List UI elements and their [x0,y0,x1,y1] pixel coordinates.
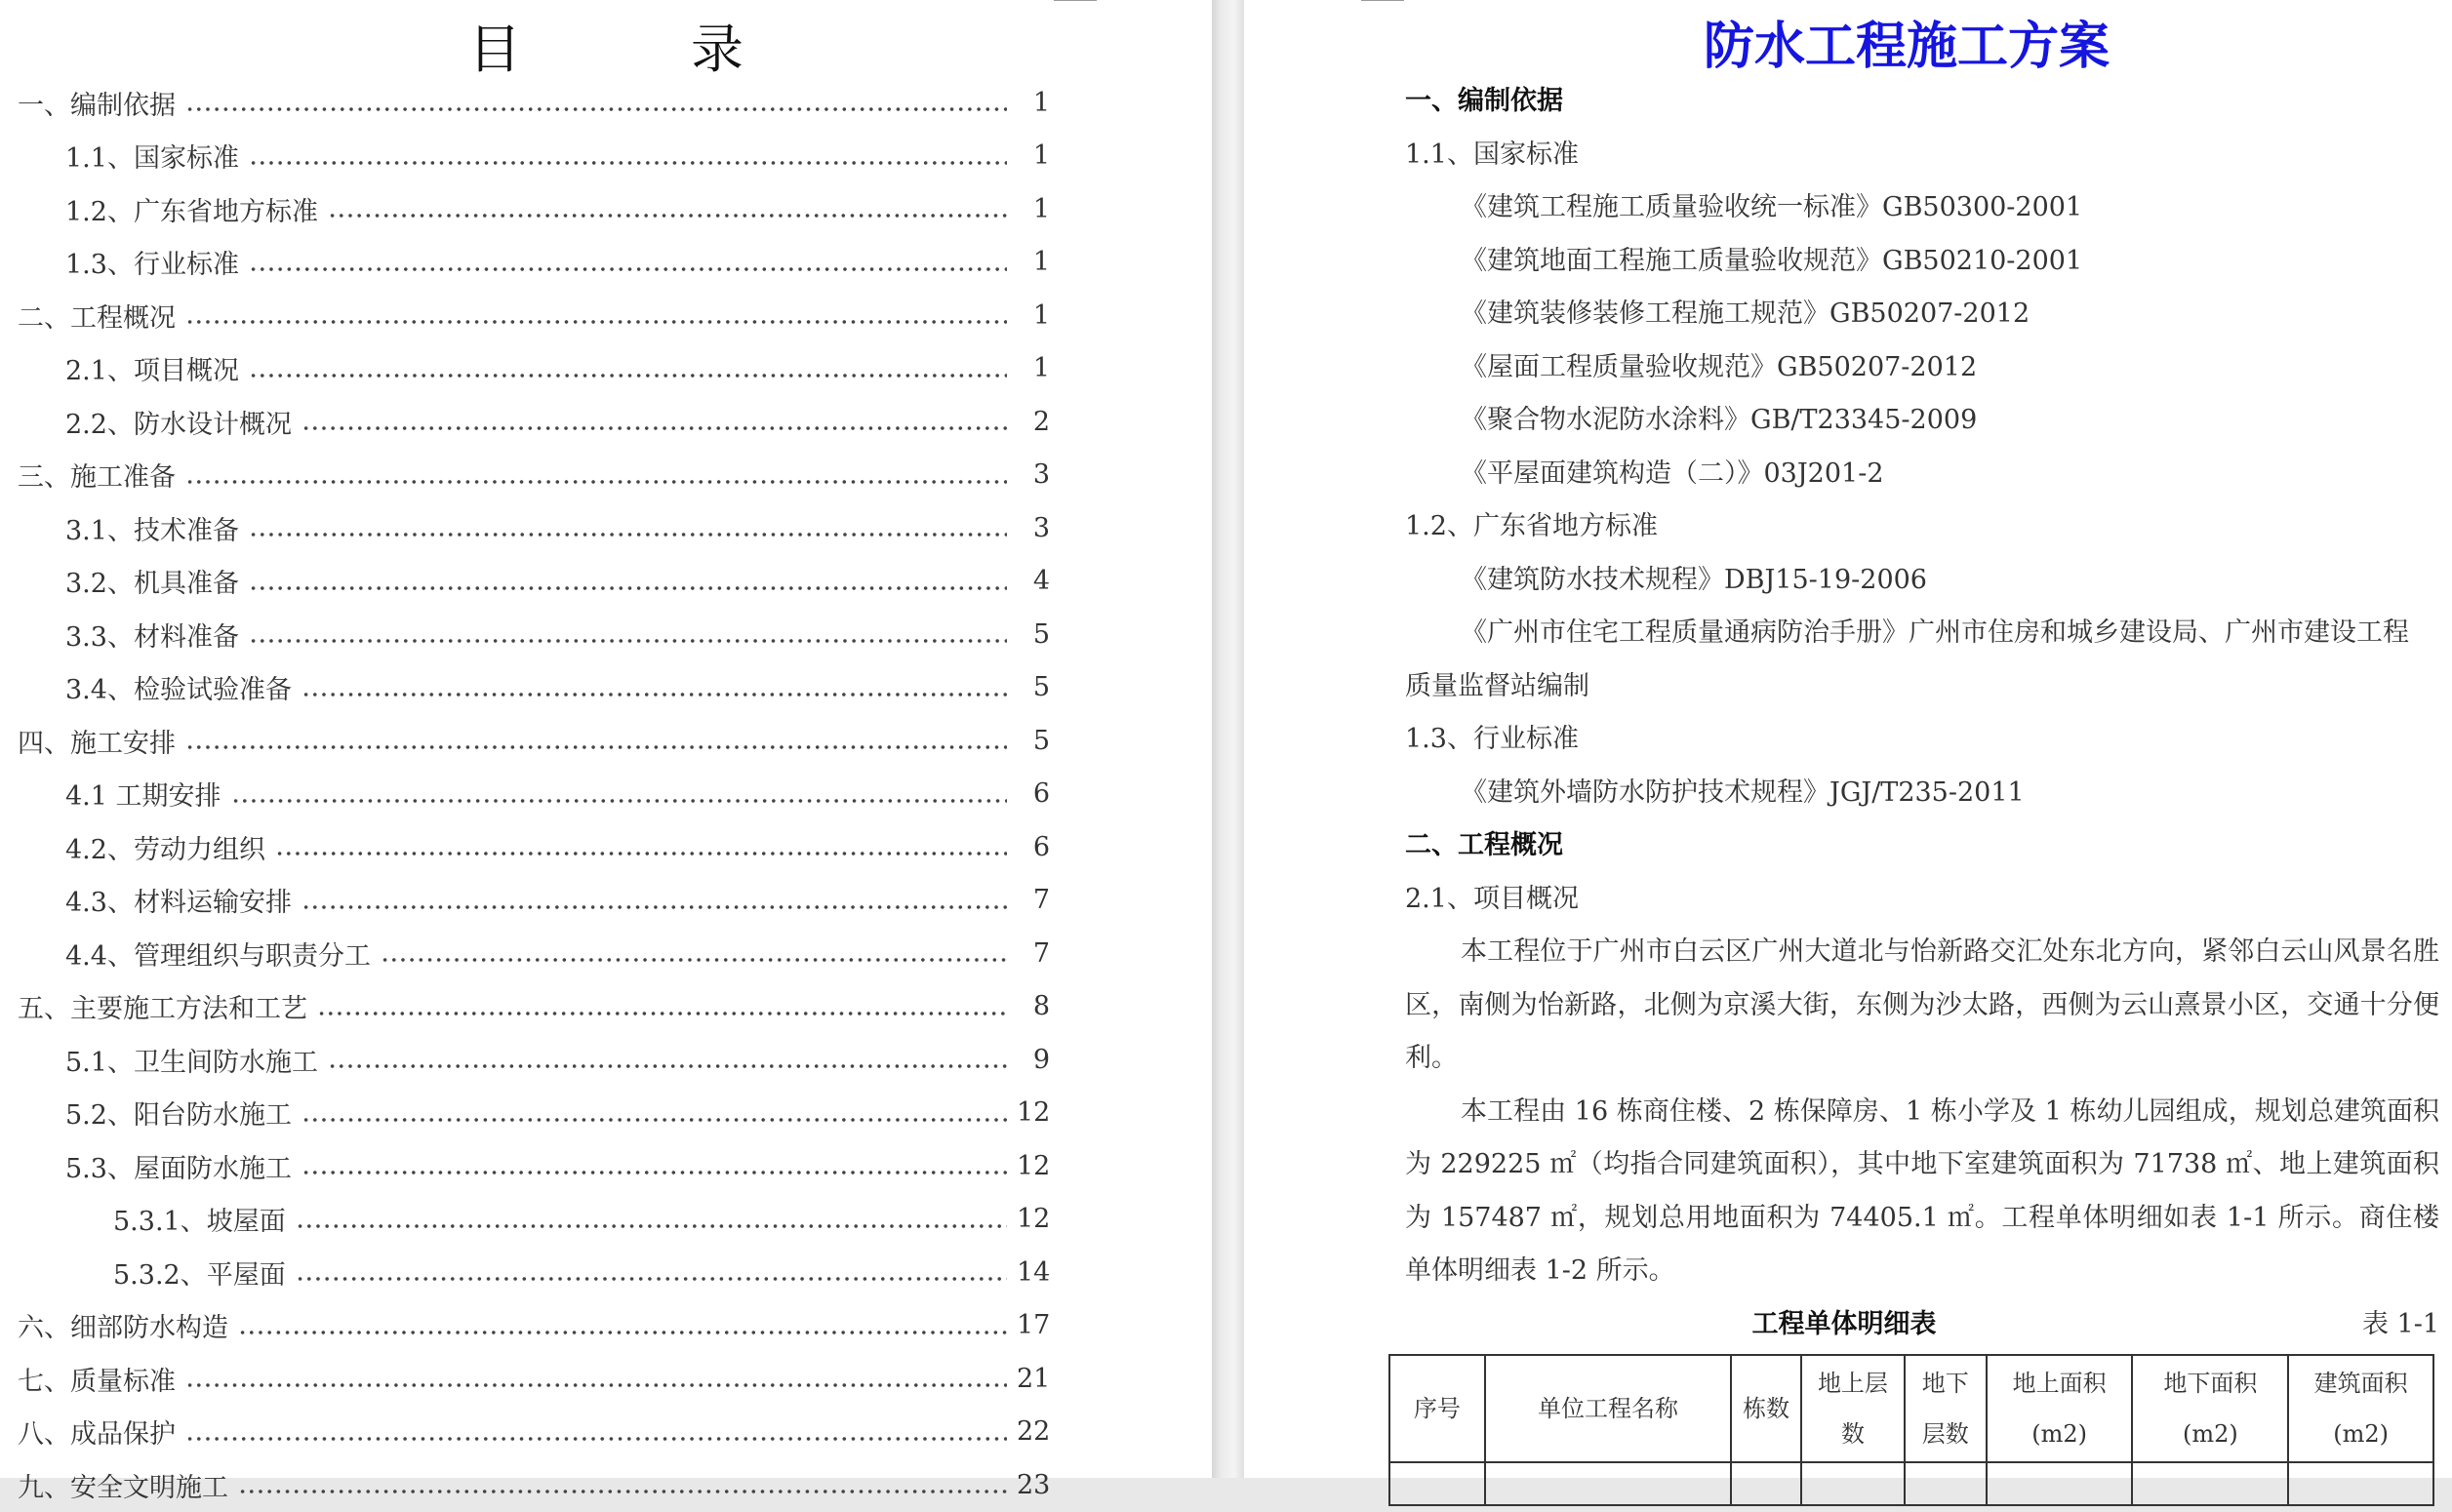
table-number: 表 1-1 [2361,1308,2439,1339]
paragraph-scale: 本工程由 16 栋商住楼、2 栋保障房、1 栋小学及 1 栋幼儿园组成，规划总建筑面积为 229225 ㎡（均指合同建筑面积），其中地下室建筑面积为 71738 ㎡、地上建筑面积为 157487 ㎡，规划总用地面积为 74405.1 ㎡。工程单体明细如表 1-1 所示。商住楼单体明细表 1-2 所示。 [1405,1095,2439,1286]
toc-entry[interactable] [0,980,1212,1034]
toc-entry[interactable] [0,1033,1212,1087]
toc-title: 目 录 [468,19,802,80]
toc-entry-page: 6 [1032,778,1050,810]
toc-dot-leader [185,742,1007,752]
toc-entry[interactable] [0,608,1212,661]
table-cell [1987,1462,2133,1505]
toc-page [0,0,1212,1503]
toc-entry-page: 4 [1032,566,1050,597]
toc-entry[interactable] [0,76,1212,130]
toc-dot-leader [275,849,1007,858]
toc-dot-leader [317,1009,1007,1018]
table-header-cell: 栋数 [1731,1355,1801,1462]
toc-entry-page: 1 [1032,353,1050,384]
toc-entry-page: 9 [1032,1044,1050,1075]
paragraph-location: 本工程位于广州市白云区广州大道北与怡新路交汇处东北方向，紧邻白云山风景名胜区，南侧为怡新路，北侧为京溪大街，东侧为沙太路，西侧为云山熹景小区，交通十分便利。 [1405,936,2439,1073]
standard-item: 《建筑装修装修工程施工规范》GB50207-2012 [1461,298,2030,329]
toc-entry-page: 7 [1032,937,1050,969]
toc-dot-leader [296,1274,1007,1284]
toc-entry-page: 2 [1032,406,1050,437]
toc-entry-label: 1.3、行业标准 [65,250,239,281]
table-header-cell: 地上层数 [1801,1355,1905,1462]
toc-entry-page: 17 [1017,1310,1051,1341]
table-caption [1405,1298,2439,1352]
toc-dot-leader [301,1115,1007,1125]
toc-dot-leader [328,1061,1007,1071]
table-cell [1905,1462,1987,1505]
toc-entry[interactable] [0,342,1212,396]
toc-entry-page: 7 [1032,885,1050,916]
toc-entry[interactable] [0,1139,1212,1193]
toc-entry-page: 21 [1017,1363,1051,1394]
building-detail-table [1388,1354,2434,1506]
toc-dot-leader [301,423,1007,433]
toc-entry[interactable] [0,1193,1212,1247]
table-cell [2288,1462,2433,1505]
toc-entry[interactable] [0,130,1212,183]
toc-entry-label: 5.3、屋面防水施工 [65,1153,292,1184]
toc-entry-page: 5 [1032,672,1050,703]
toc-entry-label: 4.3、材料运输安排 [65,888,292,919]
toc-dot-leader [296,1221,1007,1231]
toc-entry-page: 22 [1017,1416,1051,1448]
toc-entry-label: 八、成品保护 [18,1419,176,1451]
toc-dot-leader [185,1434,1007,1444]
page-gutter [1212,0,1244,1478]
table-header-cell: 地上面积(m2) [1987,1355,2133,1462]
toc-entry-page: 6 [1032,831,1050,862]
table-cell [2132,1462,2288,1505]
toc-entry[interactable] [0,874,1212,928]
toc-entry[interactable] [0,714,1212,768]
toc-dot-leader [249,530,1007,539]
toc-entry[interactable] [0,1458,1212,1512]
toc-entry-label: 1.2、广东省地方标准 [65,196,318,227]
subheading-1-1: 1.1、国家标准 [1405,139,1579,170]
toc-dot-leader [301,1168,1007,1177]
toc-entry-page: 14 [1017,1256,1051,1288]
toc-entry-label: 5.1、卫生间防水施工 [65,1047,318,1078]
standard-item: 《聚合物水泥防水涂料》GB/T23345-2009 [1461,405,1978,435]
toc-entry-page: 1 [1032,87,1050,118]
toc-entry-page: 1 [1032,140,1050,172]
table-cell [1389,1462,1485,1505]
subheading-1-2: 1.2、广东省地方标准 [1405,511,1658,541]
toc-entry[interactable] [0,555,1212,609]
standard-item-continuation: 质量监督站编制 [1405,670,1589,701]
toc-entry-label: 2.1、项目概况 [65,356,239,387]
toc-entry-label: 5.3.2、平屋面 [113,1259,286,1291]
toc-entry-page: 5 [1032,618,1050,650]
subheading-1-3: 1.3、行业标准 [1405,724,1579,754]
toc-entry-label: 六、细部防水构造 [18,1313,228,1344]
toc-entry-label: 1.1、国家标准 [65,143,239,175]
toc-entry-label: 二、工程概况 [18,302,176,334]
toc-entry-label: 3.2、机具准备 [65,569,239,600]
toc-entry-page: 23 [1017,1469,1051,1500]
toc-dot-leader [231,796,1007,806]
toc-entry[interactable] [0,820,1212,874]
standard-item: 《建筑外墙防水防护技术规程》JGJ/T235-2011 [1461,776,2025,808]
table-header-cell: 地下层数 [1905,1355,1987,1462]
toc-entry[interactable] [0,1406,1212,1459]
toc-entry-page: 1 [1032,247,1050,278]
toc-dot-leader [328,211,1007,220]
table-header-cell: 建筑面积(m2) [2288,1355,2433,1462]
toc-entry-label: 3.4、检验试验准备 [65,675,292,706]
toc-entry-page: 12 [1017,1097,1051,1129]
toc-dot-leader [301,902,1007,912]
toc-entry-page: 8 [1032,991,1050,1022]
toc-entry[interactable] [0,236,1212,290]
toc-entry[interactable] [0,182,1212,236]
toc-entry[interactable] [0,289,1212,342]
table-row [1389,1462,2433,1505]
toc-entry-label: 4.4、管理组织与职责分工 [65,940,371,972]
toc-entry-label: 5.2、阳台防水施工 [65,1100,292,1132]
toc-entry-page: 12 [1017,1150,1051,1181]
toc-entry-page: 3 [1032,459,1050,491]
toc-entry-label: 4.2、劳动力组织 [65,834,265,865]
toc-dot-leader [249,158,1007,168]
standard-item: 《屋面工程质量验收规范》GB50207-2012 [1461,351,1978,382]
toc-entry[interactable] [0,449,1212,502]
page-corner-mark [1054,0,1097,1]
toc-dot-leader [238,1487,1007,1496]
standard-item: 《平屋面建筑构造（二）》03J201-2 [1461,458,1884,489]
toc-entry[interactable] [0,1299,1212,1353]
toc-entry-label: 4.1 工期安排 [65,781,221,813]
toc-entry-page: 1 [1032,299,1050,331]
toc-entry-label: 四、施工安排 [18,728,176,759]
toc-entry-label: 五、主要施工方法和工艺 [18,994,307,1025]
toc-entry-label: 5.3.1、坡屋面 [113,1207,286,1238]
toc-dot-leader [301,690,1007,699]
standard-item: 《广州市住宅工程质量通病防治手册》广州市住房和城乡建设局、广州市建设工程 [1461,617,2409,648]
toc-entry-label: 2.2、防水设计概况 [65,409,292,440]
toc-dot-leader [249,371,1007,380]
toc-entry-label: 七、质量标准 [18,1366,176,1397]
toc-entry[interactable] [0,661,1212,715]
table-cell [1731,1462,1801,1505]
toc-dot-leader [185,317,1007,327]
table-header-cell: 地下面积(m2) [2132,1355,2288,1462]
toc-dot-leader [249,636,1007,646]
toc-entry-page: 12 [1017,1204,1051,1235]
toc-entry[interactable] [0,395,1212,449]
toc-entry[interactable] [0,501,1212,555]
toc-entry-label: 3.1、技术准备 [65,515,239,546]
document-title: 防水工程施工方案 [1703,17,2110,76]
heading-section-1: 一、编制依据 [1405,86,1563,116]
standard-item: 《建筑地面工程施工质量验收规范》GB50210-2001 [1461,245,2083,276]
page-corner-mark [1361,0,1404,1]
standard-item: 《建筑防水技术规程》DBJ15-19-2006 [1461,564,1927,595]
toc-entry-page: 5 [1032,725,1050,756]
table-header-cell: 单位工程名称 [1485,1355,1731,1462]
toc-dot-leader [238,1328,1007,1337]
toc-entry[interactable] [0,1087,1212,1140]
subheading-2-1: 2.1、项目概况 [1405,883,1579,914]
toc-entry-label: 三、施工准备 [18,462,176,494]
toc-list [0,76,1212,1512]
heading-section-2: 二、工程概况 [1405,830,1563,860]
toc-entry[interactable] [0,1246,1212,1299]
table-header-row [1389,1355,2433,1462]
toc-entry-page: 1 [1032,193,1050,224]
toc-dot-leader [249,583,1007,593]
toc-entry-label: 3.3、材料准备 [65,621,239,653]
toc-entry-page: 3 [1032,512,1050,543]
table-title: 工程单体明细表 [1751,1308,1937,1339]
standard-item: 《建筑工程施工质量验收统一标准》GB50300-2001 [1461,192,2083,222]
document-page [1244,0,2452,1478]
toc-entry[interactable] [0,1352,1212,1406]
toc-dot-leader [185,1380,1007,1390]
toc-dot-leader [185,477,1007,487]
toc-dot-leader [185,104,1007,114]
table-cell [1801,1462,1905,1505]
toc-entry[interactable] [0,768,1212,821]
document-body [1405,75,2439,1351]
toc-entry-label: 九、安全文明施工 [18,1472,228,1503]
toc-dot-leader [381,955,1007,965]
toc-dot-leader [249,264,1007,274]
table-cell [1485,1462,1731,1505]
table-header-cell: 序号 [1389,1355,1485,1462]
toc-entry[interactable] [0,927,1212,980]
toc-entry-label: 一、编制依据 [18,90,176,121]
